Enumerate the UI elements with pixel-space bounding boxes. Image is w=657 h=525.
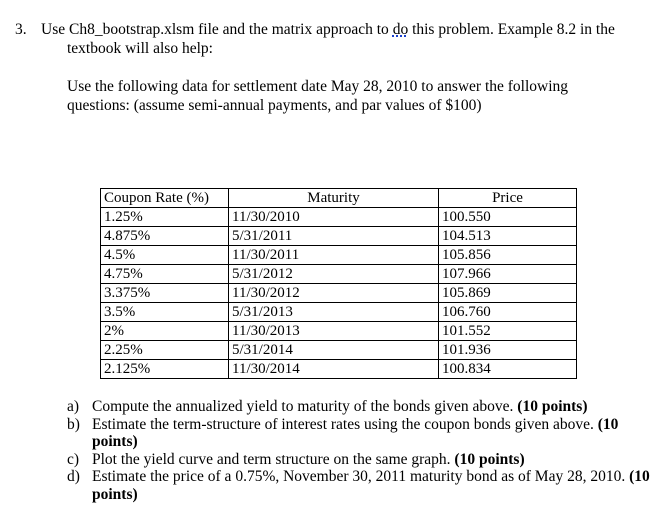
maturity-cell: 11/30/2013: [229, 322, 439, 341]
table-row: [101, 322, 577, 341]
price-cell: 100.550: [439, 208, 577, 227]
maturity-cell: 11/30/2012: [229, 284, 439, 303]
price-cell: 106.760: [439, 303, 577, 322]
problem-text-part1: Use Ch8_bootstrap.xlsm file and the matrix approach to: [41, 21, 393, 38]
question-points: (10 points): [454, 450, 525, 468]
question-text: Estimate the price of a 0.75%, November 30, 2011 maturity bond as of May 28, 2010.: [92, 468, 630, 485]
question-text: Plot the yield curve and term structure on the same graph.: [92, 450, 455, 468]
coupon-rate-cell: 4.5%: [101, 246, 229, 265]
problem-statement: [15, 20, 645, 58]
price-cell: 101.936: [439, 341, 577, 360]
list-item: [67, 468, 652, 503]
coupon-rate-cell: 4.75%: [101, 265, 229, 284]
price-cell: 105.869: [439, 284, 577, 303]
problem-heading: [15, 20, 645, 58]
price-cell: 104.513: [439, 227, 577, 246]
price-cell: 101.552: [439, 322, 577, 341]
bond-data-table: [100, 188, 577, 379]
table-row: [101, 303, 577, 322]
instructions-paragraph: Use the following data for settlement date May 28, 2010 to answer the following questions: (assume semi-annual payments, and par values of $100): [67, 78, 569, 114]
table-row: [101, 341, 577, 360]
price-cell: 105.856: [439, 246, 577, 265]
question-points: (10 points): [517, 398, 588, 415]
maturity-cell: 5/31/2014: [229, 341, 439, 360]
question-points: (10 points): [92, 415, 619, 450]
coupon-rate-cell: 3.5%: [101, 303, 229, 322]
header-price: Price: [439, 189, 577, 208]
price-cell: 100.834: [439, 360, 577, 379]
coupon-rate-cell: 4.875%: [101, 227, 229, 246]
list-item: [67, 398, 652, 416]
table-row: [101, 208, 577, 227]
maturity-cell: 11/30/2014: [229, 360, 439, 379]
table-row: [101, 246, 577, 265]
question-text: Compute the annualized yield to maturity of the bonds given above.: [92, 398, 518, 415]
table-row: [101, 265, 577, 284]
list-item: [67, 451, 652, 469]
table-row: [101, 284, 577, 303]
problem-text-part2: this problem. Example 8.2 in the: [408, 21, 615, 38]
table-row: [101, 360, 577, 379]
price-cell: 107.966: [439, 265, 577, 284]
question-marker: c): [67, 450, 80, 468]
coupon-rate-cell: 2.25%: [101, 341, 229, 360]
maturity-cell: 5/31/2011: [229, 227, 439, 246]
table-header-row: [101, 189, 577, 208]
maturity-cell: 11/30/2011: [229, 246, 439, 265]
question-marker: a): [67, 398, 80, 415]
maturity-cell: 11/30/2010: [229, 208, 439, 227]
list-item: [67, 416, 652, 451]
question-list: [67, 398, 652, 503]
coupon-rate-cell: 1.25%: [101, 208, 229, 227]
question-marker: b): [67, 415, 80, 433]
maturity-cell: 5/31/2012: [229, 265, 439, 284]
question-text: Estimate the term-structure of interest rates using the coupon bonds given above.: [92, 415, 598, 433]
problem-text-line2: textbook will also help:: [67, 40, 213, 57]
problem-text-do: do: [392, 21, 409, 38]
coupon-rate-cell: 2.125%: [101, 360, 229, 379]
problem-number: 3.: [15, 21, 27, 38]
header-maturity: Maturity: [229, 189, 439, 208]
maturity-cell: 5/31/2013: [229, 303, 439, 322]
header-coupon-rate: Coupon Rate (%): [101, 189, 229, 208]
coupon-rate-cell: 3.375%: [101, 284, 229, 303]
question-points: (10 points): [92, 468, 650, 503]
coupon-rate-cell: 2%: [101, 322, 229, 341]
table-row: [101, 227, 577, 246]
question-marker: d): [67, 468, 80, 485]
